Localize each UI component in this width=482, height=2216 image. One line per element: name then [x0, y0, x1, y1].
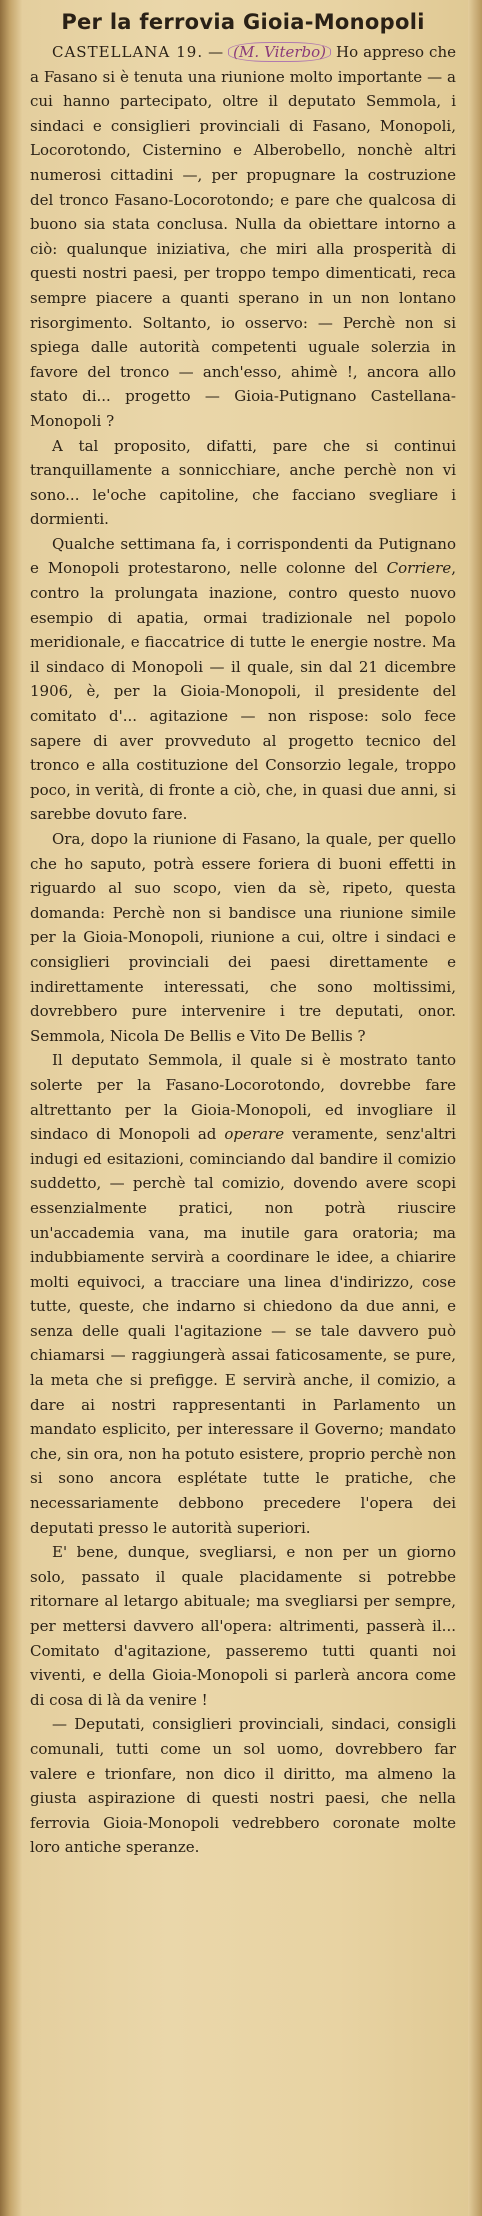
paragraph-text-continued: veramente, senz'altri indugi ed esitazioni, cominciando dal bandire il comizio suddetto, — perchè tal comizio, dovendo avere scopi essenzialmente pratici, non potrà riuscire un'accademia vana, ma inutile gara oratoria; ma indubbiamente servirà a coordinare le idee, a chiarire molti equivoci, a tracciare una linea d'indirizzo, cose tutte, queste, che indarno si chiedono da due anni, e senza delle quali l'agitazione — se tale davvero può chiamarsi — raggiungerà assai faticosamente, se pure, la meta che si prefigge. E servirà anche, il comizio, a dare ai nostri rappresentanti in Parlamento un mandato esplicito, per interessare il Governo; mandato che, sin ora, non ha potuto esistere, proprio perchè non si sono ancora esplétate tutte le pratiche, che necessariamente debbono precedere l'opera dei deputati presso le autorità superiori.: [30, 1125, 456, 1537]
paragraph-text: Qualche settimana fa, i corrispondenti da Putignano e Monopoli protestarono, nelle colonne del: [30, 534, 456, 578]
paragraph-text: Il deputato Semmola, il quale si è mostrato tanto solerte per la Fasano-Locorotondo, dovrebbe fare altrettanto per la Gioia-Monopoli, ed invogliare il sindaco di Monopoli ad: [30, 1051, 456, 1144]
article-paragraph-2: [30, 434, 456, 532]
paragraph-text: A tal proposito, difatti, pare che si continui tranquillamente a sonnicchiare, anche perchè non vi sono... le'oche capitoline, che facciano svegliare i dormienti.: [30, 436, 456, 529]
paragraph-text-continued: , contro la prolungata inazione, contro questo nuovo esempio di apatia, ormai tradizionale nel popolo meridionale, e fiaccatrice di tutte le energie nostre. Ma il sindaco di Monopoli — il quale, sin dal 21 dicembre 1906, è, per la Gioia-Monopoli, il presidente del comitato d'... agitazione — non rispose: solo fece sapere di aver provveduto al progetto tecnico del tronco e alla costituzione del Consorzio legale, troppo poco, in verità, di fronte a ciò, che, in quasi due anni, si sarebbe dovuto fare.: [30, 559, 456, 824]
article-paragraph-5: [30, 1048, 456, 1540]
article-paragraph-6: [30, 1540, 456, 1712]
author-signature: (M. Viterbo): [228, 42, 331, 62]
paper-edge-shadow: [468, 0, 482, 2216]
paper-fold-shadow: [0, 0, 22, 2216]
article-paragraph-3: [30, 532, 456, 827]
article-paragraph-1: [30, 40, 456, 434]
article-paragraph-7: [30, 1712, 456, 1860]
paragraph-text: Ho appreso che a Fasano si è tenuta una riunione molto importante — a cui hanno partecipato, oltre il deputato Semmola, i sindaci e consiglieri provinciali di Fasano, Monopoli, Locorotondo, Cisternino e Alberobello, nonchè altri numerosi cittadini —, per propugnare la costruzione del tronco Fasano-Locorotondo; e pare che qualcosa di buono sia stata conclusa. Nulla da obiettare intorno a ciò: qualunque iniziativa, che miri alla prosperità di questi nostri paesi, per troppo tempo dimenticati, reca sempre piacere a quanti sperano in un non lontano risorgimento. Soltanto, io osservo: — Perchè non si spiega dalle autorità competenti uguale solerzia in favore del tronco — anch'esso, ahimè !, ancora allo stato di... progetto — Gioia-Putignano Castellana-Monopoli ?: [30, 43, 456, 430]
article-dateline: CASTELLANA 19.: [52, 43, 204, 61]
newspaper-name: Corriere: [386, 559, 452, 578]
paragraph-text: E' bene, dunque, svegliarsi, e non per un giorno solo, passato il quale placidamente si potrebbe ritornare al letargo abituale; ma svegliarsi per sempre, per mettersi davvero all'opera: altrimenti, passerà il... Comitato d'agitazione, passeremo tutti quanti noi viventi, e della Gioia-Monopoli si parlerà ancora come di cosa di là da venire !: [30, 1543, 456, 1709]
emphasized-word: operare: [224, 1125, 285, 1144]
article-paragraph-4: [30, 827, 456, 1048]
dateline-dash: —: [203, 43, 229, 61]
article-body: [30, 40, 456, 1860]
paragraph-text: — Deputati, consiglieri provinciali, sindaci, consigli comunali, tutti come un sol uomo, dovrebbero far valere e trionfare, non dico il diritto, ma almeno la giusta aspirazione di questi nostri paesi, che nella ferrovia Gioia-Monopoli vedrebbero coronate molte loro antiche speranze.: [30, 1715, 456, 1857]
paragraph-text: Ora, dopo la riunione di Fasano, la quale, per quello che ho saputo, potrà essere foriera di buoni effetti in riguardo al suo scopo, vien da sè, ripeto, questa domanda: Perchè non si bandisce una riunione simile per la Gioia-Monopoli, riunione a cui, oltre i sindaci e consiglieri provinciali dei paesi direttamente e indirettamente interessati, che sono moltissimi, dovrebbero pure intervenire i tre deputati, onor. Semmola, Nicola De Bellis e Vito De Bellis ?: [30, 830, 456, 1045]
article-headline: Per la ferrovia Gioia-Monopoli: [61, 10, 425, 34]
